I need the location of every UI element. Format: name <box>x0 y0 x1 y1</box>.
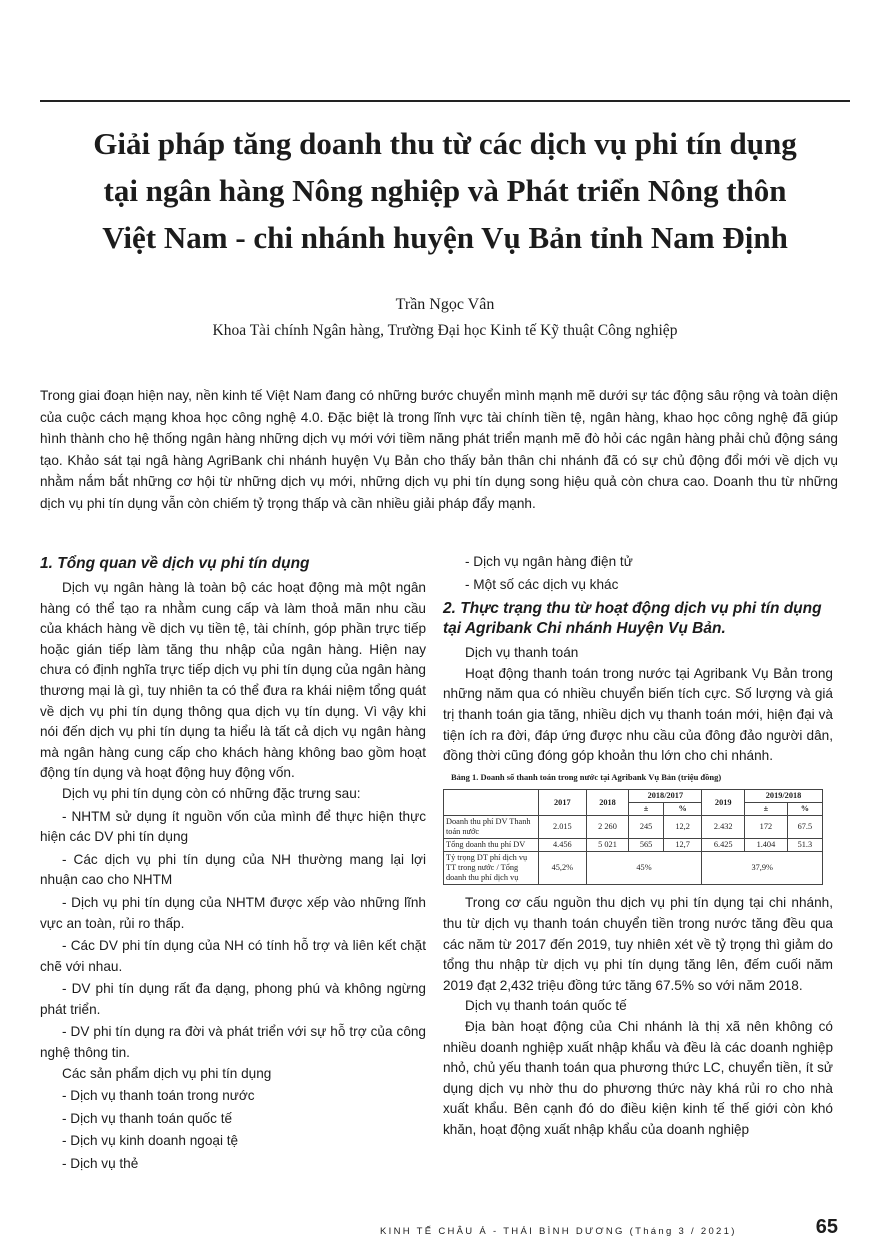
table-cell: Tỷ trọng DT phí dịch vụ TT trong nước / Tổng doanh thu phí dịch vụ <box>444 852 539 885</box>
table-cell: 565 <box>629 839 663 852</box>
table-header: % <box>663 803 702 816</box>
journal-footer: KINH TẾ CHÂU Á - THÁI BÌNH DƯƠNG (Tháng 3 / 2021) <box>380 1226 737 1237</box>
table-cell: Tổng doanh thu phí DV <box>444 839 539 852</box>
table-header: 2017 <box>539 790 587 816</box>
list-item: - Dịch vụ phi tín dụng của NHTM được xếp vào những lĩnh vực an toàn, rủi ro thấp. <box>40 894 426 931</box>
list-item: - Các DV phi tín dụng của NH có tính hỗ trợ và liên kết chặt chẽ với nhau. <box>40 938 426 974</box>
table-cell: 2 260 <box>586 816 629 839</box>
author-affiliation: Khoa Tài chính Ngân hàng, Trường Đại học Kinh tế Kỹ thuật Công nghiệp <box>212 322 678 339</box>
paragraph: Các sản phẩm dịch vụ phi tín dụng <box>62 1065 272 1081</box>
table-cell: 37,9% <box>702 852 823 885</box>
table-header-blank <box>444 790 539 816</box>
abstract: Trong giai đoạn hiện nay, nền kinh tế Việt Nam đang có những bước chuyển mình mạnh mẽ dưới sự tác động sâu rộng và toàn diện của cuộc cách mạng khoa học công nghệ 4.0. Đặc biệt là trong lĩnh vực tài chính tiền tệ, ngân hàng, khao học công nghệ đã giúp hình thành cho hệ thống ngân hàng những dịch vụ mới với tiềm năng phát triển mạnh mẽ đò hỏi các ngân hàng phải chủ động sáng tạo. Khảo sát tại ngâ hàng AgriBank chi nhánh huyện Vụ Bản cho thấy bản thân chi nhánh đã có sự chủ động đổi mới về dịch vụ nhằm nắm bắt những cơ hội từ những dịch vụ mới, những dịch vụ phi tín dụng song hiệu quả còn chưa cao. Doanh thu từ những dịch vụ phi tín dụng vẫn còn chiếm tỷ trọng thấp và cần nhiều giải pháp đẩy mạnh. <box>40 388 838 511</box>
list-item: - Dịch vụ ngân hàng điện tử <box>465 554 633 569</box>
table-row <box>444 839 823 852</box>
table-cell: 1.404 <box>745 839 788 852</box>
page-number: 65 <box>815 1216 838 1238</box>
list-item: - Dịch vụ thanh toán trong nước <box>62 1088 255 1104</box>
subheading: Dịch vụ thanh toán <box>465 645 579 661</box>
table-cell: 2.432 <box>702 816 745 839</box>
paragraph: Trong cơ cấu nguồn thu dịch vụ phi tín dụng tại chi nhánh, thu từ dịch vụ thanh toán chuyển tiền trong nước tăng đều qua các năm từ 2017 đến 2019, tuy nhiên xét về tỷ trọng thì giảm do tổng thu nhập từ dịch vụ phi tín dụng tăng lên, đếm cuối năm 2019 đạt 2,432 triệu đồng tức tăng 67.5% so với năm 2018. <box>443 895 833 993</box>
section-1-heading: 1. Tổng quan về dịch vụ phi tín dụng <box>40 555 310 572</box>
list-item: - DV phi tín dụng rất đa dạng, phong phú và không ngừng phát triển. <box>40 981 426 1017</box>
table-caption: Bảng 1. Doanh số thanh toán trong nước tại Agribank Vụ Bản (triệu đồng) <box>451 771 722 782</box>
right-column <box>443 550 833 1140</box>
list-item: - Một số các dịch vụ khác <box>465 576 619 592</box>
table-cell: 5 021 <box>586 839 629 852</box>
table-cell: 2.015 <box>539 816 587 839</box>
paragraph: Dịch vụ ngân hàng là toàn bộ các hoạt động mà một ngân hàng có thể tạo ra nhằm cung cấp và làm thoả mãn nhu cầu của khách hàng về dịch vụ tiền tệ, tài chính, góp phần trực tiếp hoặc gián tiếp làm tăng thu nhập của ngân hàng. Hiện nay chưa có định nghĩa trực tiếp dịch vụ phi tín dụng của ngân hàng thương mại là gì, tuy nhiên ta có thể đưa ra khái niệm tổng quát về dịch vụ phi tín dụng thông qua dịch vụ tín dụng. Vì vậy khi nói đến dịch vụ phi tín dụng ta hiểu là tất cả dịch vụ ngân hàng mà ngân hàng cung cấp cho khách hàng không bao gồm hoạt động tín dụng và hoạt động huy động vốn. <box>40 580 426 781</box>
table-cell: 12,2 <box>663 816 702 839</box>
title-line-2: tại ngân hàng Nông nghiệp và Phát triển Nông thôn <box>103 173 787 208</box>
author-name: Trần Ngọc Vân <box>395 296 495 313</box>
title-line-1: Giải pháp tăng doanh thu từ các dịch vụ phi tín dụng <box>93 126 797 161</box>
table-cell: 4.456 <box>539 839 587 852</box>
top-rule <box>40 100 850 102</box>
article-title <box>40 120 850 261</box>
table-cell: Doanh thu phí DV Thanh toán nước <box>444 816 539 839</box>
left-column <box>40 550 426 1175</box>
section-2-heading: 2. Thực trạng thu từ hoạt động dịch vụ phi tín dụng tại Agribank Chi nhánh Huyện Vụ Bản. <box>443 600 822 638</box>
title-line-3: Việt Nam - chi nhánh huyện Vụ Bản tỉnh Nam Định <box>102 220 788 255</box>
paragraph: Địa bàn hoạt động của Chi nhánh là thị xã nên không có nhiều doanh nghiệp xuất nhập khẩu và đều là các doanh nghiệp nhỏ, chủ yếu thanh toán qua phương thức LC, chuyển tiền, ít sử dụng dịch vụ nhờ thu do phương thức này khá rủi ro cho nhà xuất khẩu. Bên cạnh đó do điều kiện kinh tế thế giới còn khó khăn, hoạt động xuất nhập khẩu của doanh nghiệp <box>443 1018 833 1137</box>
table-cell: 245 <box>629 816 663 839</box>
list-item: - DV phi tín dụng ra đời và phát triển với sự hỗ trợ của công nghệ thông tin. <box>40 1024 426 1061</box>
table-cell: 12,7 <box>663 839 702 852</box>
table-header: 2018 <box>586 790 629 816</box>
list-item: - Dịch vụ thẻ <box>62 1156 139 1172</box>
paragraph: Hoạt động thanh toán trong nước tại Agribank Vụ Bản trong những năm qua có nhiều chuyển biến tích cực. Số lượng và giá trị thanh toán gia tăng, nhiều dịch vụ thanh toán mới, hiện đại và tiện ích ra đời, đáp ứng được nhu cầu của đông đảo người dân, đồng thời cũng đóng góp khoản thu lớn cho chi nhánh. <box>443 665 833 764</box>
table-header: ± <box>745 803 788 816</box>
table-cell: 172 <box>745 816 788 839</box>
paragraph: Dịch vụ phi tín dụng còn có những đặc trưng sau: <box>62 785 361 801</box>
table-cell: 45% <box>586 852 702 885</box>
table-header: 2018/2017 <box>629 790 702 803</box>
list-item: - NHTM sử dụng ít nguồn vốn của mình để thực hiện thực hiện các DV phi tín dụng <box>40 808 426 845</box>
data-table <box>443 789 823 885</box>
table-header: 2019/2018 <box>745 790 823 803</box>
table-cell: 51.3 <box>787 839 822 852</box>
table-header: % <box>787 803 822 816</box>
table-header: 2019 <box>702 790 745 816</box>
table-header-row <box>444 790 823 803</box>
table-row <box>444 852 823 885</box>
table-cell: 45,2% <box>539 852 587 885</box>
list-item: - Các dịch vụ phi tín dụng của NH thường mang lại lợi nhuận cao cho NHTM <box>40 851 426 888</box>
table-cell: 67.5 <box>787 816 822 839</box>
table-header: ± <box>629 803 663 816</box>
table-row <box>444 816 823 839</box>
subheading: Dịch vụ thanh toán quốc tế <box>465 998 627 1014</box>
list-item: - Dịch vụ thanh toán quốc tế <box>62 1110 233 1126</box>
table-cell: 6.425 <box>702 839 745 852</box>
list-item: - Dịch vụ kinh doanh ngoại tệ <box>62 1133 239 1149</box>
